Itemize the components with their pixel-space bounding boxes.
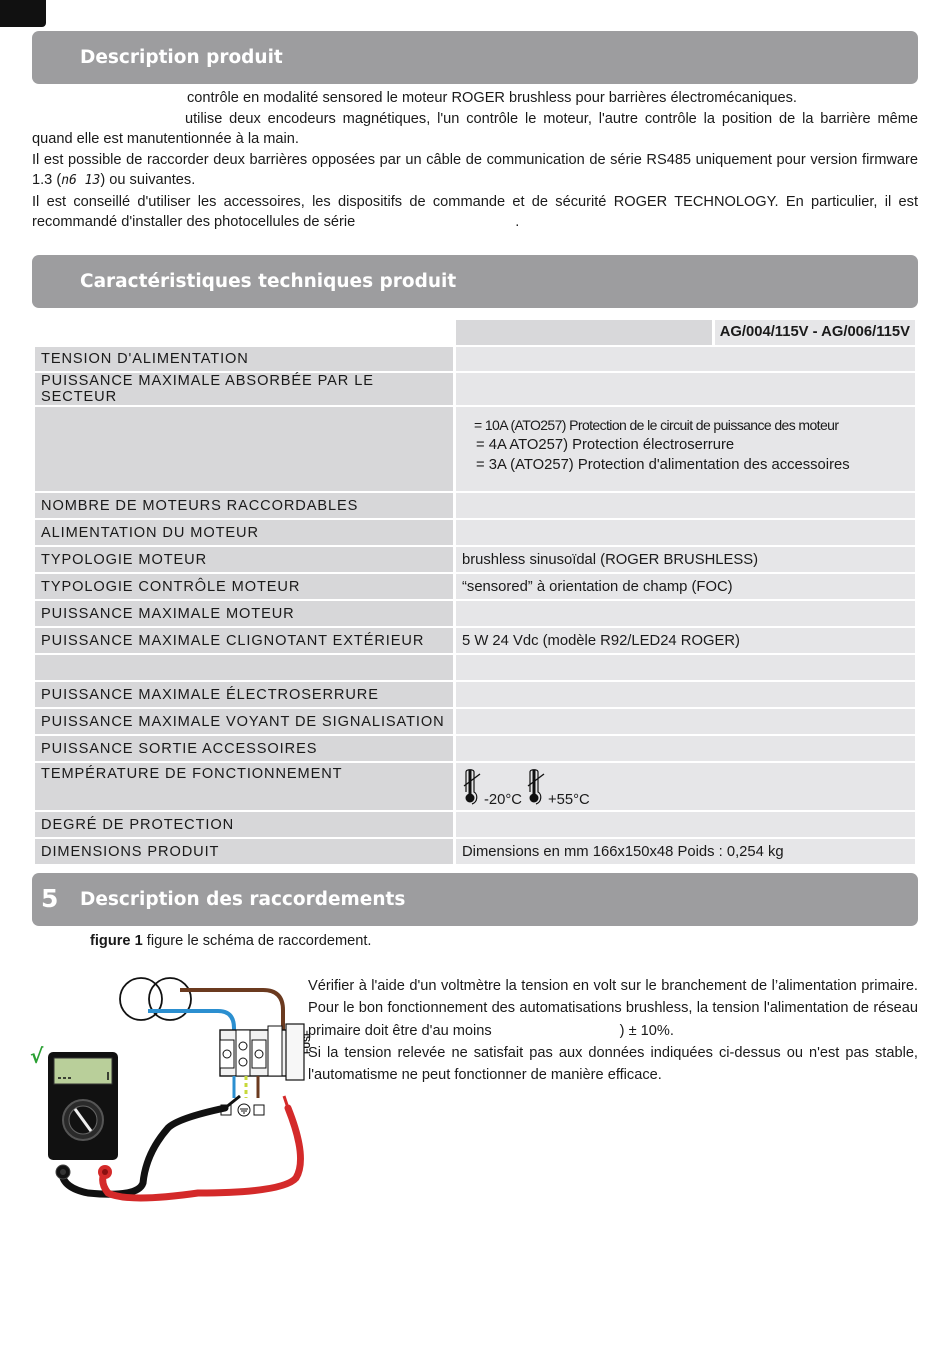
description-text: [32, 88, 918, 233]
spec-value: [456, 373, 915, 405]
ground-icon: [238, 1104, 250, 1116]
description-accessories: Il est conseillé d'utiliser les accessoires, les dispositifs de commande et de sécurité ROGER TECHNOLOGY. En particulier, il est recommandé d'installer des photocellules de série .: [32, 193, 918, 230]
model-header: AG/004/115V - AG/006/115V: [715, 320, 915, 345]
page-corner-tab: [0, 0, 46, 27]
spec-row: [35, 682, 915, 707]
spec-row: [35, 574, 915, 599]
spec-table: [32, 318, 918, 866]
spec-row: [35, 547, 915, 572]
description-line2: utilise deux encodeurs magnétiques, l'un contrôle le moteur, l'autre contrôle la position de la barrière même quand elle est manutentionnée à la main.: [32, 110, 918, 147]
spec-label: ALIMENTATION DU MOTEUR: [35, 520, 453, 545]
section-header-specs: [32, 255, 918, 308]
section-number: 5: [41, 884, 59, 913]
check-mark-icon: √: [30, 1044, 44, 1068]
description-line1: contrôle en modalité sensored le moteur ROGER brushless pour barrières électromécaniques.: [187, 90, 797, 106]
spec-label: PUISSANCE SORTIE ACCESSOIRES: [35, 736, 453, 761]
spec-row: [35, 347, 915, 371]
spec-value: Dimensions en mm 166x150x48 Poids : 0,254 kg: [456, 839, 915, 864]
figure-link: figure 1: [90, 933, 143, 949]
section-title: Description des raccordements: [80, 889, 406, 910]
section-header-description: [32, 31, 918, 84]
fuse-label: FUSE: [302, 1029, 312, 1054]
spec-row: [35, 520, 915, 545]
temp-max: +55°C: [548, 791, 590, 808]
thermometer-cold-icon: [462, 768, 482, 810]
terminal-block: [220, 1024, 312, 1080]
spec-label: PUISSANCE MAXIMALE CLIGNOTANT EXTÉRIEUR: [35, 628, 453, 653]
spec-row: [35, 601, 915, 626]
multimeter-icon: [48, 1052, 118, 1179]
spec-value: [456, 347, 915, 371]
section-header-connections: [32, 873, 918, 926]
section-title: Description produit: [80, 47, 283, 68]
spec-row: [35, 373, 915, 405]
spec-label: [35, 407, 453, 491]
spec-label: PUISSANCE MAXIMALE VOYANT DE SIGNALISATION: [35, 709, 453, 734]
spec-label: DIMENSIONS PRODUIT: [35, 839, 453, 864]
spec-row-fuses: [35, 407, 915, 491]
spec-value: [456, 601, 915, 626]
spec-value: [456, 736, 915, 761]
spec-row: [35, 839, 915, 864]
spec-value: [456, 493, 915, 518]
fuse-line: = 4A ATO257) Protection électroserrure: [476, 437, 735, 453]
wiring-diagram: [28, 968, 312, 1208]
spec-row: [35, 709, 915, 734]
spec-row: [35, 655, 915, 680]
spec-label: PUISSANCE MAXIMALE ÉLECTROSERRURE: [35, 682, 453, 707]
spec-label: NOMBRE DE MOTEURS RACCORDABLES: [35, 493, 453, 518]
fuse-list: [456, 407, 915, 485]
spec-label: PUISSANCE MAXIMALE MOTEUR: [35, 601, 453, 626]
spec-row: [35, 812, 915, 837]
spec-row: [35, 736, 915, 761]
firmware-code: n6 13: [61, 173, 101, 188]
spec-label: TYPOLOGIE MOTEUR: [35, 547, 453, 572]
spec-row: [35, 493, 915, 518]
spec-label: TYPOLOGIE CONTRÔLE MOTEUR: [35, 574, 453, 599]
spec-row: [35, 628, 915, 653]
spec-value: 5 W 24 Vdc (modèle R92/LED24 ROGER): [456, 628, 915, 653]
spec-label: DEGRÉ DE PROTECTION: [35, 812, 453, 837]
spec-value: [456, 709, 915, 734]
voltage-check-paragraph: Vérifier à l'aide d'un voltmètre la tension en volt sur le branchement de l’alimentation primaire. Pour le bon fonctionnement des automatisations brushless, la tension l'alimentation de réseau primaire doit être d'au moins ) ± 10%.: [308, 978, 918, 1039]
figure-reference: [90, 931, 690, 952]
section-title: Caractéristiques techniques produit: [80, 271, 457, 292]
fuse-line: = 10A (ATO257) Protection de le circuit de puissance des moteur: [474, 417, 839, 433]
voltage-warning-paragraph: Si la tension relevée ne satisfait pas aux données indiquées ci-dessus ou n'est pas stable, l'automatisme ne peut fonctionner de manière efficace.: [308, 1044, 918, 1084]
temp-min: -20°C: [484, 791, 522, 808]
red-lead: [103, 1108, 301, 1198]
spec-label: [35, 655, 453, 680]
spec-value: brushless sinusoïdal (ROGER BRUSHLESS): [456, 547, 915, 572]
spec-label: PUISSANCE MAXIMALE ABSORBÉE PAR LE SECTEUR: [35, 373, 453, 405]
description-rs485: Il est possible de raccorder deux barrières opposées par un câble de communication de série RS485 uniquement pour version firmware 1.3 (n6 13) ou suivantes.: [32, 151, 918, 188]
spec-value: [456, 682, 915, 707]
figure-line: figure le schéma de raccordement.: [142, 933, 372, 949]
spec-value: [456, 812, 915, 837]
spec-label: TENSION D'ALIMENTATION: [35, 347, 453, 371]
spec-table-header: [35, 320, 915, 345]
spec-row-temperature: [35, 763, 915, 810]
spec-value: [456, 520, 915, 545]
connections-text: [308, 975, 918, 1086]
fuse-line: = 3A (ATO257) Protection d'alimentation des accessoires: [476, 457, 850, 473]
spec-value: [456, 655, 915, 680]
thermometer-hot-icon: [526, 768, 546, 810]
spec-value: “sensored” à orientation de champ (FOC): [456, 574, 915, 599]
spec-label: TEMPÉRATURE DE FONCTIONNEMENT: [35, 763, 453, 810]
